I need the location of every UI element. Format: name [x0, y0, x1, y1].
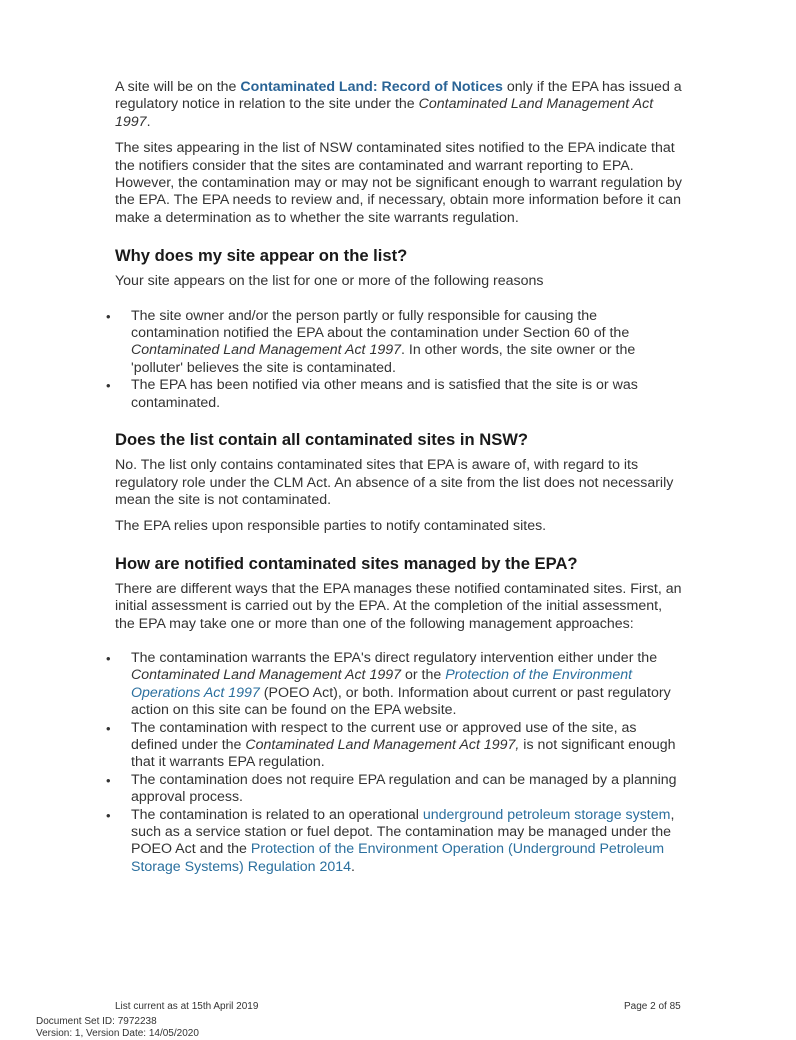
upss-regulation-link[interactable]: Protection of the Environment Operation (Underground Petroleum Storage Systems) Regulation 2014: [131, 841, 665, 875]
section-managed-lead: There are different ways that the EPA manages these notified contaminated sites. First, an initial assessment is carried out by the EPA. At the completion of the initial assessment, the EPA may take one or more than one of the following management approaches:: [115, 580, 682, 632]
list-item: • The contamination warrants the EPA's direct regulatory intervention either under the Contaminated Land Management Act 1997 or the Protection of the Environment Operations Act 1997 (POEO Act), or both. Information about current or past regulatory action on this site can be found on the EPA website.: [106, 649, 671, 719]
document-set-id: Document Set ID: 7972238: [36, 1016, 157, 1027]
list-item: • The site owner and/or the person partly or fully responsible for causing the contamination notified the EPA about the contamination under Section 60 of the Contaminated Land Management Act 1997. In other words, the site owner or the 'polluter' believes the site is contaminated.: [106, 307, 636, 376]
list-current-date: List current as at 15th April 2019: [115, 1001, 259, 1012]
intro-paragraph-2: The sites appearing in the list of NSW contaminated sites notified to the EPA indicate that the notifiers consider that the sites are contaminated and warrant reporting to EPA. However, the contamination may or may not be significant enough to warrant regulation by the EPA. The EPA needs to review and, if necessary, obtain more information before it can make a determination as to whether the site warrants regulation.: [115, 140, 683, 226]
upss-link[interactable]: underground petroleum storage system: [422, 806, 671, 823]
section-heading-all-sites: Does the list contain all contaminated sites in NSW?: [115, 430, 529, 450]
section-heading-managed: How are notified contaminated sites managed by the EPA?: [115, 553, 578, 573]
intro-paragraph-1: A site will be on the Contaminated Land: Record of Notices only if the EPA has issued a regulatory notice in relation to the site under the Contaminated Land Management Act 1997.: [115, 79, 682, 130]
section-all-sites-paragraph-2: The EPA relies upon responsible parties to notify contaminated sites.: [115, 518, 547, 535]
list-item: • The contamination with respect to the current use or approved use of the site, as defined under the Contaminated Land Management Act 1997, is not significant enough that it warrants EPA regulation.: [106, 719, 676, 771]
document-id-stamp: [36, 1016, 199, 1040]
record-of-notices-link[interactable]: Contaminated Land: Record of Notices: [240, 79, 503, 95]
bullet-icon: •: [106, 720, 111, 736]
management-approaches-list: [106, 649, 685, 876]
reasons-list: [106, 307, 685, 412]
section-why-lead: Your site appears on the list for one or more of the following reasons: [115, 273, 544, 290]
list-item: • The EPA has been notified via other means and is satisfied that the site is or was contaminated.: [106, 377, 638, 411]
list-item: • The contamination is related to an operational underground petroleum storage system, such as a service station or fuel depot. The contamination may be managed under the POEO Act and the Protection of the Environment Operation (Underground Petroleum Storage Systems) Regulation 2014.: [106, 806, 675, 875]
page-content: [106, 79, 685, 876]
section-all-sites-paragraph-1: No. The list only contains contaminated sites that EPA is aware of, with regard to its regulatory role under the CLM Act. An absence of a site from the list does not necessarily mean the site is not contaminated.: [115, 457, 674, 508]
bullet-icon: •: [106, 807, 111, 823]
section-heading-why: Why does my site appear on the list?: [115, 246, 408, 266]
bullet-icon: •: [106, 378, 111, 394]
bullet-icon: •: [106, 308, 111, 324]
bullet-icon: •: [106, 772, 111, 788]
page-number: Page 2 of 85: [624, 1001, 681, 1012]
list-item: • The contamination does not require EPA regulation and can be managed by a planning approval process.: [106, 771, 677, 806]
document-version: Version: 1, Version Date: 14/05/2020: [36, 1028, 199, 1039]
bullet-icon: •: [106, 650, 111, 666]
poeo-act-link[interactable]: Protection of the Environment Operations Act 1997: [131, 667, 633, 701]
